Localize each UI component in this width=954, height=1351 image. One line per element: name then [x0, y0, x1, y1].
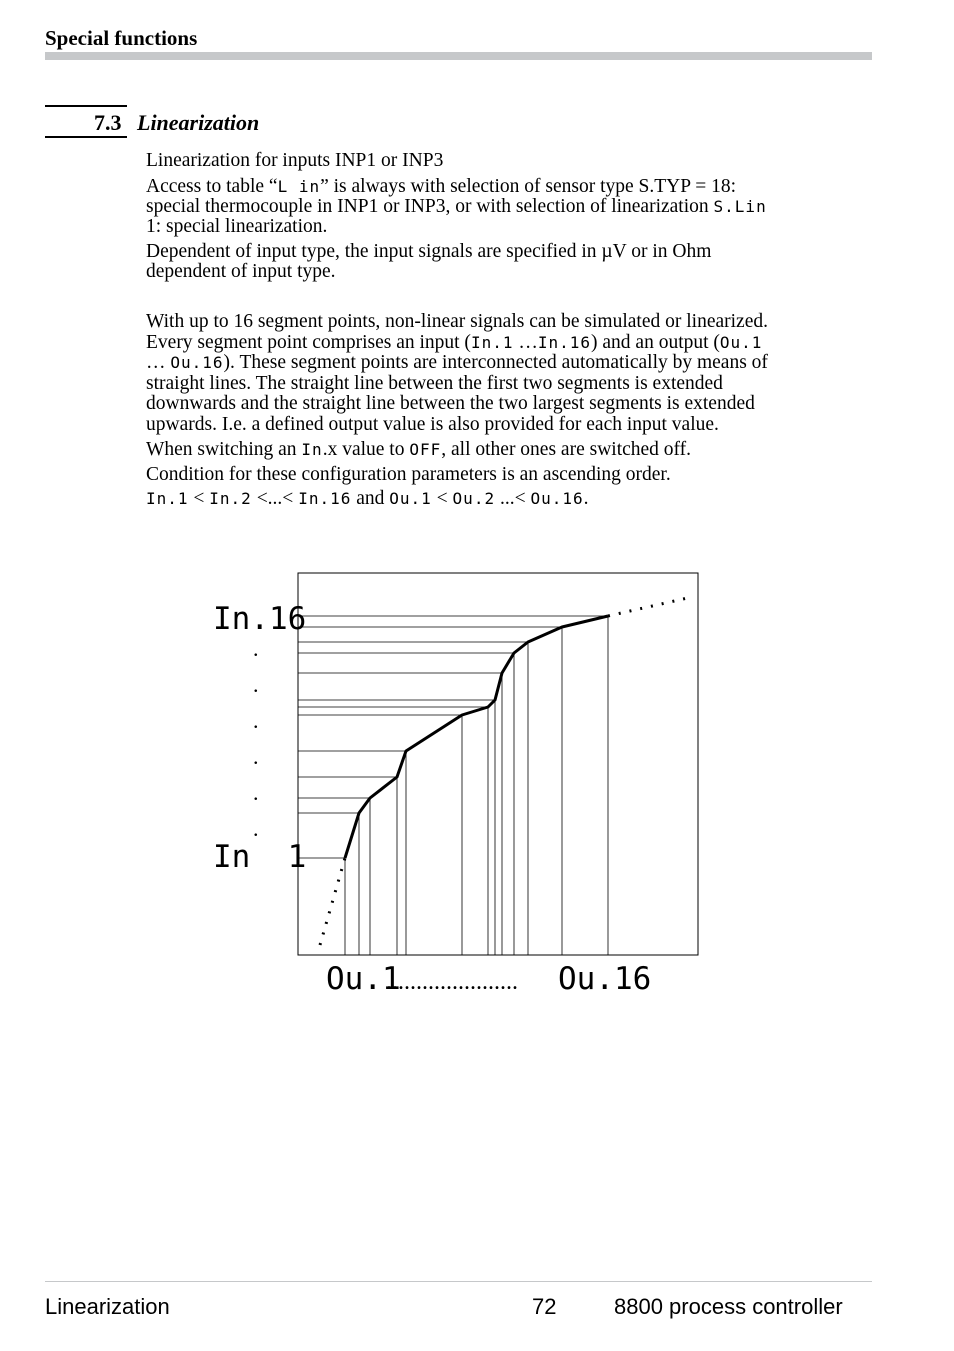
- paragraph-1: Linearization for inputs INP1 or INP3: [146, 150, 444, 171]
- y-bottom-label: In 1: [213, 839, 307, 875]
- extension-upper: [608, 597, 692, 616]
- paragraph-6: Condition for these configuration parameters is an ascending order.: [146, 464, 671, 485]
- paragraph-3-line-2: dependent of input type.: [146, 261, 336, 282]
- paragraph-5: When switching an In.x value to OFF, all other ones are switched off.: [146, 439, 692, 460]
- footer-page-number: 72: [532, 1294, 557, 1319]
- y-dot: .: [253, 672, 259, 697]
- y-dot: .: [253, 780, 259, 805]
- paragraph-4-line-4: straight lines. The straight line between the first two segments is extended: [146, 373, 723, 394]
- extension-lower: [320, 858, 345, 945]
- footer-left: Linearization: [45, 1294, 170, 1319]
- paragraph-2-line-2: special thermocouple in INP1 or INP3, or with selection of linearization S.Lin: [146, 196, 767, 217]
- paragraph-4-line-1: With up to 16 segment points, non-linear signals can be simulated or linearized.: [146, 311, 768, 332]
- paragraph-4-line-3: … Ou.16). These segment points are interconnected automatically by means of: [146, 352, 768, 373]
- linearization-curve: [345, 616, 608, 858]
- paragraph-4-line-2: Every segment point comprises an input (In.1 …In.16) and an output (Ou.1: [146, 332, 763, 353]
- lcd-text: L in: [277, 177, 321, 196]
- x-left-label: Ou.1: [326, 961, 401, 997]
- footer-rule: [45, 1281, 872, 1282]
- y-top-label: In.16: [213, 601, 307, 637]
- section-title: Linearization: [137, 110, 260, 135]
- paragraph-3-line-1: Dependent of input type, the input signals are specified in µV or in Ohm: [146, 241, 712, 262]
- footer-right: 8800 process controller: [614, 1294, 843, 1319]
- y-dot: .: [253, 708, 259, 733]
- paragraph-2-line-1: Access to table “L in” is always with selection of sensor type S.TYP = 18:: [146, 176, 737, 197]
- paragraph-4-line-6: upwards. I.e. a defined output value is also provided for each input value.: [146, 414, 719, 435]
- page-header-title: Special functions: [45, 26, 198, 50]
- y-dot: .: [253, 636, 259, 661]
- y-dot: .: [253, 744, 259, 769]
- x-dots: ......................: [386, 969, 518, 995]
- x-right-label: Ou.16: [558, 961, 652, 997]
- y-dot: .: [253, 816, 259, 841]
- paragraph-7: In.1 < In.2 <...< In.16 and Ou.1 < Ou.2 ...< Ou.16.: [146, 488, 589, 509]
- plot-frame: [298, 573, 698, 955]
- lcd-text: S.Lin: [713, 197, 767, 216]
- section-number: 7.3: [94, 110, 122, 135]
- segment-lines: [298, 616, 608, 955]
- paragraph-2-line-3: 1: special linearization.: [146, 216, 328, 237]
- paragraph-4-line-5: downwards and the straight line between the two largest segments is extended: [146, 393, 755, 414]
